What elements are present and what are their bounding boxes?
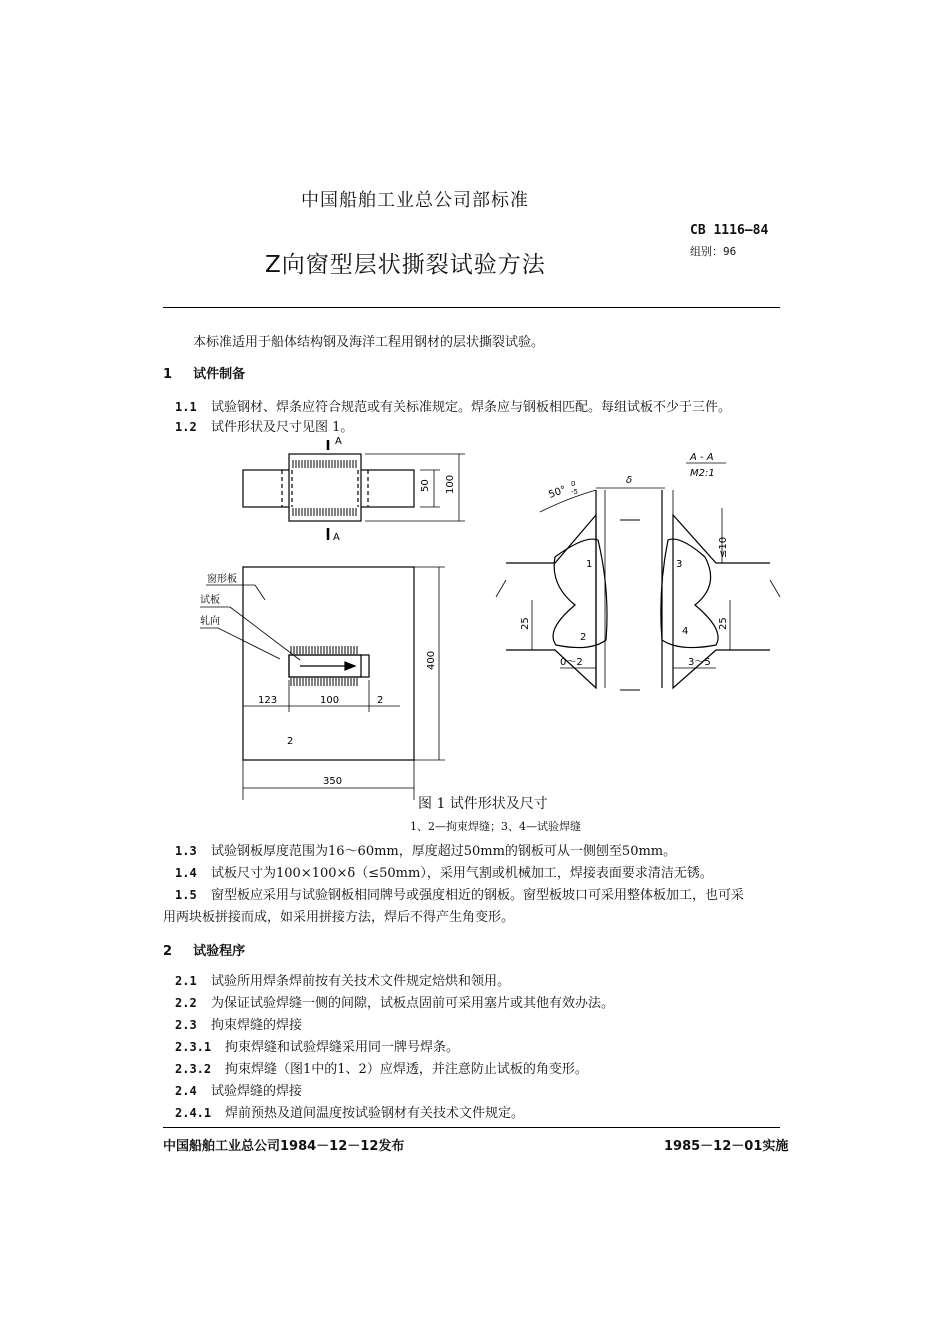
clause-number: 1.1: [175, 400, 197, 414]
clause-number: 2.3.2: [175, 1062, 212, 1076]
clause-1-3: [175, 840, 676, 859]
figure-note: 1、2—拘束焊缝；3、4—试验焊缝: [410, 820, 581, 833]
clause-2-3-1: [175, 1036, 459, 1055]
dim-400-label: 400: [426, 650, 437, 670]
dim-2-label-a: 2: [377, 695, 384, 706]
clause-number: 2.4: [175, 1084, 197, 1098]
clause-number: 1.5: [175, 888, 197, 902]
angle-tolerance-lower: -5: [571, 488, 578, 496]
weld-1-label: 1: [586, 559, 593, 570]
clause-text: 试验钢板厚度范围为16～60mm，厚度超过50mm的钢板可从一侧刨至50mm。: [211, 844, 677, 859]
dim-350-label: 350: [323, 776, 343, 787]
label-window-plate: 窗形板: [207, 574, 237, 585]
clause-2-4: [175, 1080, 302, 1099]
leader-rolling: [218, 628, 280, 659]
clause-2-3: [175, 1014, 302, 1033]
dim-2-label-b: 2: [287, 736, 294, 747]
weld-3-label: 3: [676, 559, 683, 570]
clause-1-5: [175, 884, 744, 903]
clause-text: 拘束焊缝的焊接: [211, 1018, 303, 1033]
clause-text: 窗型板应采用与试验钢板相同牌号或强度相近的钢板。窗型板坡口可采用整体板加工，也可采: [211, 888, 745, 903]
dim-25-right-label: 25: [718, 617, 729, 630]
clause-text: 焊前预热及道间温度按试验钢材有关技术文件规定。: [225, 1106, 525, 1121]
gap-right-label: 3～5: [688, 657, 711, 668]
dim-100-plan-label: 100: [320, 695, 340, 706]
clause-2-1: [175, 970, 510, 989]
weld-hatch: [291, 678, 357, 686]
issue-date: 中国船舶工业总公司1984－12－12发布: [163, 1139, 405, 1154]
standard-code: CB 1116—84: [690, 223, 769, 238]
clause-text: 拘束焊缝（图1中的1、2）应焊透，并注意防止试板的角变形。: [225, 1062, 588, 1077]
section-title: A - A: [690, 452, 714, 463]
weld-2-label: 2: [580, 632, 587, 643]
section-mark-bottom: A: [333, 532, 340, 543]
section-title: 试验程序: [193, 944, 246, 959]
standard-org-heading: 中国船舶工业总公司部标准: [301, 190, 529, 211]
section-mark-top: A: [335, 436, 342, 447]
dim-100-label: 100: [445, 474, 456, 494]
clause-text: 试验所用焊条焊前按有关技术文件规定焙烘和领用。: [211, 974, 511, 989]
clause-2-4-1: [175, 1102, 524, 1121]
intro-paragraph: 本标准适用于船体结构钢及海洋工程用钢材的层状撕裂试验。: [193, 335, 545, 350]
clause-number: 1.3: [175, 844, 197, 858]
break-line: [770, 580, 780, 597]
clause-text: 为保证试验焊缝一侧的间隙，试板点固前可采用塞片或其他有效办法。: [211, 996, 615, 1011]
clause-number: 2.3.1: [175, 1040, 212, 1054]
figure-caption: 图 1 试件形状及尺寸: [418, 796, 548, 812]
clause-2-2: [175, 992, 614, 1011]
footer-rule: [163, 1127, 780, 1128]
label-rolling-direction: 轧向: [200, 616, 220, 627]
dim-50-label: 50: [420, 479, 431, 492]
section-number: 1: [163, 367, 173, 382]
clause-number: 1.4: [175, 866, 197, 880]
label-test-plate: 试板: [200, 595, 220, 606]
clause-1-5-continued: 用两块板拼接而成，如采用拼接方法，焊后不得产生角变形。: [163, 910, 515, 925]
clause-2-3-2: [175, 1058, 588, 1077]
clause-1-4: [175, 862, 713, 881]
section-number: 2: [163, 944, 173, 959]
gap-left-label: 0～2: [560, 657, 583, 668]
delta-label: δ: [626, 475, 633, 486]
section-title: 试件制备: [193, 367, 246, 382]
break-line: [496, 580, 506, 597]
clause-number: 2.4.1: [175, 1106, 212, 1120]
dim-10-label: ≤10: [718, 536, 729, 558]
dim-25-left-label: 25: [520, 617, 531, 630]
clause-number: 2.3: [175, 1018, 197, 1032]
clause-text: 试验钢材、焊条应符合规范或有关标准规定。焊条应与钢板相匹配。每组试板不少于三件。: [211, 400, 732, 415]
weld-4-label: 4: [682, 626, 689, 637]
top-view: [243, 440, 465, 540]
section-view: [496, 463, 780, 690]
clause-text: 拘束焊缝和试验焊缝采用同一牌号焊条。: [225, 1040, 460, 1055]
angle-tolerance-upper: 0: [571, 480, 576, 488]
plan-view: [200, 567, 445, 800]
section-scale: M2:1: [690, 468, 715, 479]
weld-hatch: [291, 646, 357, 654]
document-title: Z向窗型层状撕裂试验方法: [265, 252, 546, 278]
dim-123-label: 123: [258, 695, 278, 706]
angle-label: 50°: [547, 484, 568, 501]
standard-group: 组别：96: [690, 245, 737, 258]
clause-number: 2.2: [175, 996, 197, 1010]
clause-text: 试件形状及尺寸见图 1。: [211, 420, 354, 435]
leader-window: [255, 585, 265, 600]
clause-number: 2.1: [175, 974, 197, 988]
effective-date: 1985－12－01实施: [664, 1139, 789, 1154]
clause-number: 1.2: [175, 420, 197, 434]
section-2-heading: [163, 940, 245, 959]
leader-plate: [230, 607, 300, 660]
clause-text: 试板尺寸为100×100×δ（≤50mm），采用气割或机械加工，焊接表面要求清洁无锈。: [211, 866, 713, 881]
clause-text: 试验焊缝的焊接: [211, 1084, 303, 1099]
